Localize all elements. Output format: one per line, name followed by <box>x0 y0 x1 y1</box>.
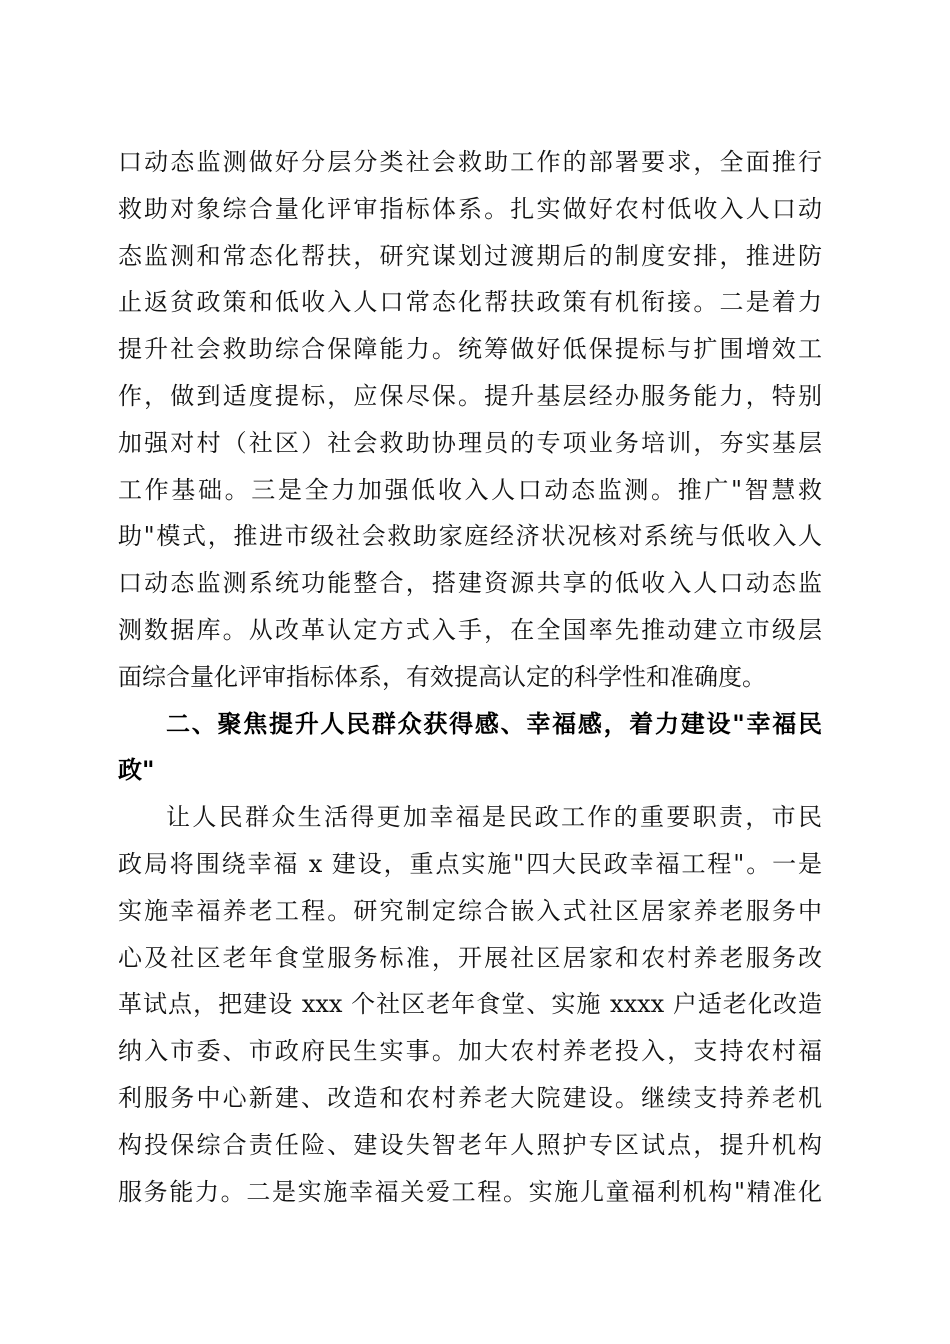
text-line: 心及社区老年食堂服务标准，开展社区居家和农村养老服务改 <box>118 943 822 972</box>
heading-line: 二、聚焦提升人民群众获得感、幸福感，着力建设"幸福民 <box>166 709 822 738</box>
section-heading <box>118 701 822 795</box>
text-line: 救助对象综合量化评审指标体系。扎实做好农村低收入人口动 <box>118 194 822 223</box>
paragraph-1 <box>118 139 822 701</box>
text-line: 革试点，把建设 xxx 个社区老年食堂、实施 xxxx 户适老化改造 <box>118 990 822 1019</box>
heading-line: 政" <box>118 756 155 785</box>
text-line: 构投保综合责任险、建设失智老年人照护专区试点，提升机构 <box>118 1130 822 1159</box>
text-line: 口动态监测系统功能整合，搭建资源共享的低收入人口动态监 <box>118 569 822 598</box>
text-line: 纳入市委、市政府民生实事。加大农村养老投入，支持农村福 <box>118 1037 822 1066</box>
text-line: 服务能力。二是实施幸福关爱工程。实施儿童福利机构"精准化 <box>118 1177 822 1206</box>
text-line: 测数据库。从改革认定方式入手，在全国率先推动建立市级层 <box>118 615 822 644</box>
paragraph-2 <box>118 794 822 1215</box>
text-line: 作，做到适度提标，应保尽保。提升基层经办服务能力，特别 <box>118 381 822 410</box>
text-line: 态监测和常态化帮扶，研究谋划过渡期后的制度安排，推进防 <box>118 241 822 270</box>
text-line: 让人民群众生活得更加幸福是民政工作的重要职责，市民 <box>166 803 822 832</box>
text-line: 工作基础。三是全力加强低收入人口动态监测。推广"智慧救 <box>118 475 822 504</box>
text-line: 利服务中心新建、改造和农村养老大院建设。继续支持养老机 <box>118 1083 822 1112</box>
text-line: 提升社会救助综合保障能力。统筹做好低保提标与扩围增效工 <box>118 335 822 364</box>
text-line: 口动态监测做好分层分类社会救助工作的部署要求，全面推行 <box>118 148 822 176</box>
text-line: 实施幸福养老工程。研究制定综合嵌入式社区居家养老服务中 <box>118 896 822 925</box>
text-line: 政局将围绕幸福 x 建设，重点实施"四大民政幸福工程"。一是 <box>118 849 822 878</box>
text-line: 加强对村（社区）社会救助协理员的专项业务培训，夯实基层 <box>118 428 822 457</box>
document-page <box>118 139 822 1215</box>
text-line: 面综合量化评审指标体系，有效提高认定的科学性和准确度。 <box>118 662 766 691</box>
text-line: 助"模式，推进市级社会救助家庭经济状况核对系统与低收入人 <box>118 522 822 551</box>
text-line: 止返贫政策和低收入人口常态化帮扶政策有机衔接。二是着力 <box>118 288 822 317</box>
